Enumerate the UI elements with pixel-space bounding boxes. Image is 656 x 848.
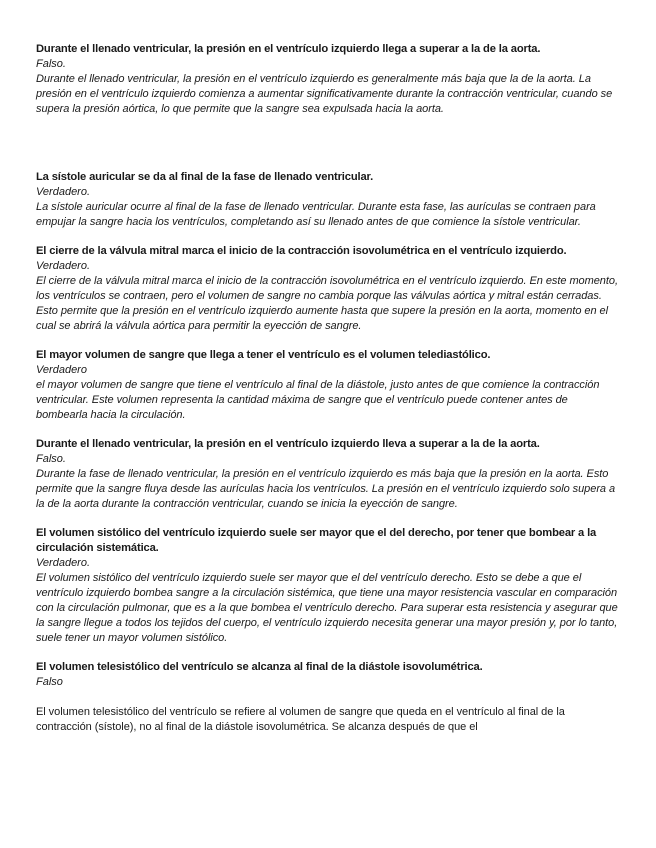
explanation-text: El volumen sistólico del ventrículo izquierdo suele ser mayor que el del ventrículo derecho. Esto se debe a que el ventrículo izquierdo bombea sangre a la circulación sistémica, que tiene una mayor resistencia vascular en comparación con la circulación pulmonar, que es a la que bombea el ventrículo derecho. Para superar esta resistencia y asegurar que la sangre llegue a todos los tejidos del cuerpo, el ventrículo izquierdo necesita generar una mayor presión y, por lo tanto, suele tener un mayor volumen sistólico.: [36, 572, 618, 644]
qa-item-3: [36, 244, 618, 334]
question-text: La sístole auricular se da al final de la fase de llenado ventricular.: [36, 171, 374, 183]
qa-item-2: [36, 170, 618, 230]
qa-item-7: [36, 660, 618, 735]
qa-item-5: [36, 437, 618, 512]
qa-item-4: [36, 348, 618, 423]
explanation-text: El volumen telesistólico del ventrículo se refiere al volumen de sangre que queda en el ventrículo al final de la contracción (sístole), no al final de la diástole isovolumétrica. Se alcanza después de que el: [36, 706, 565, 733]
question-text: El cierre de la válvula mitral marca el inicio de la contracción isovolumétrica en el ventrículo izquierdo.: [36, 245, 567, 257]
answer-text: Verdadero: [36, 364, 87, 376]
answer-text: Verdadero.: [36, 557, 91, 569]
document-page: [36, 42, 618, 735]
answer-text: Falso.: [36, 453, 66, 465]
question-text: El volumen telesistólico del ventrículo se alcanza al final de la diástole isovolumétrica.: [36, 661, 483, 673]
question-text: El mayor volumen de sangre que llega a tener el ventrículo es el volumen telediastólico.: [36, 349, 491, 361]
explanation-text: Durante la fase de llenado ventricular, la presión en el ventrículo izquierdo es más baja que la presión en la aorta. Esto permite que la sangre fluya desde las aurículas hacia los ventrículos. La presión en el ventrículo izquierdo solo supera a la de la aorta durante la contracción ventricular, cuando se inicia la eyección de sangre.: [36, 468, 616, 510]
explanation-text: La sístole auricular ocurre al final de la fase de llenado ventricular. Durante esta fase, las aurículas se contraen para empujar la sangre hacia los ventrículos, completando así su llenado antes de que comience la sístole ventricular.: [36, 201, 596, 228]
question-text: El volumen sistólico del ventrículo izquierdo suele ser mayor que el del derecho, por tener que bombear a la circulación sistemática.: [36, 527, 597, 554]
answer-text: Verdadero.: [36, 186, 91, 198]
question-text: Durante el llenado ventricular, la presión en el ventrículo izquierdo lleva a superar a la de la aorta.: [36, 438, 540, 450]
answer-text: Falso.: [36, 58, 66, 70]
explanation-text: El cierre de la válvula mitral marca el inicio de la contracción isovolumétrica en el ventrículo izquierdo. En este momento, los ventrículos se contraen, pero el volumen de sangre no cambia porque las válvulas aórtica y mitral están cerradas. Esto permite que la presión en el ventrículo izquierdo aumente hasta que supere la presión en la aorta, momento en el cual se abrirá la válvula aórtica para permitir la eyección de sangre.: [36, 275, 618, 332]
explanation-text: Durante el llenado ventricular, la presión en el ventrículo izquierdo es generalmente más baja que la de la aorta. La presión en el ventrículo izquierdo comienza a aumentar significativamente durante la contracción ventricular, cuando se supera la presión aórtica, lo que permite que la sangre sea expulsada hacia la aorta.: [36, 73, 613, 115]
answer-text: Verdadero.: [36, 260, 91, 272]
explanation-text: el mayor volumen de sangre que tiene el ventrículo al final de la diástole, justo antes de que comience la contracción ventricular. Este volumen representa la cantidad máxima de sangre que el ventrículo puede contener antes de bombearla hacia la circulación.: [36, 379, 600, 421]
qa-item-6: [36, 526, 618, 646]
qa-item-1: [36, 42, 618, 117]
question-text: Durante el llenado ventricular, la presión en el ventrículo izquierdo llega a superar a la de la aorta.: [36, 43, 541, 55]
answer-text: Falso: [36, 676, 63, 688]
